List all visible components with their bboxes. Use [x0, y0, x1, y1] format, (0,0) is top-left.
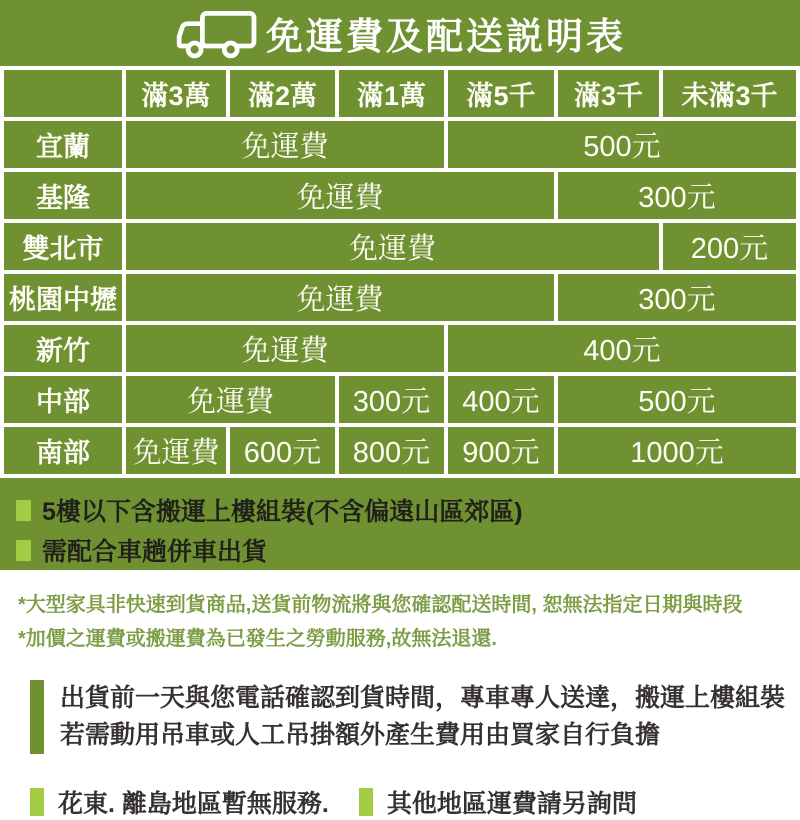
- delivery-note-line2: 若需動用吊車或人工吊掛額外產生費用由買家自行負擔: [60, 721, 661, 749]
- column-header-0: 滿3萬: [126, 70, 226, 117]
- table-row: [4, 376, 796, 423]
- fee-cell: 500元: [448, 121, 796, 168]
- bottom-note-item: [359, 784, 637, 820]
- column-header-4: 滿3千: [558, 70, 659, 117]
- bottom-note-item: [30, 784, 329, 820]
- green-notes-list: [0, 478, 800, 570]
- fee-cell: 800元: [339, 427, 444, 474]
- fee-cell: 免運費: [126, 172, 554, 219]
- table-row: [4, 121, 796, 168]
- shipping-fee-table: [0, 66, 800, 478]
- page-title: 免運費及配送説明表: [266, 16, 626, 57]
- fee-cell: 免運費: [126, 427, 226, 474]
- column-header-5: 未滿3千: [663, 70, 796, 117]
- table-row: [4, 427, 796, 474]
- footnote-line: *加價之運費或搬運費為已發生之勞動服務,故無法退還.: [18, 628, 497, 650]
- delivery-note: [30, 680, 800, 754]
- fee-cell: 300元: [558, 172, 796, 219]
- green-bar-marker: [30, 680, 44, 754]
- fee-cell: 400元: [448, 325, 796, 372]
- fee-cell: 200元: [663, 223, 796, 270]
- column-header-2: 滿1萬: [339, 70, 444, 117]
- lower-notes-area: [0, 570, 800, 820]
- footnote-line: *大型家具非快速到貨商品,送貨前物流將與您確認配送時間, 恕無法指定日期與時段: [18, 594, 743, 616]
- region-label: 宜蘭: [4, 121, 122, 168]
- column-header-1: 滿2萬: [230, 70, 335, 117]
- delivery-note-line1: 出貨前一天與您電話確認到貨時間，專車專人送達，搬運上樓組裝: [60, 684, 786, 712]
- fee-cell: 900元: [448, 427, 554, 474]
- table-row: [4, 274, 796, 321]
- bottom-note-text: 其他地區運費請另詢問: [386, 790, 637, 818]
- light-green-bar-icon: [30, 788, 44, 816]
- green-note-text: 5樓以下含搬運上樓組裝(不含偏遠山區郊區): [42, 498, 523, 526]
- square-bullet-icon: [16, 540, 31, 561]
- fee-cell: 300元: [558, 274, 796, 321]
- column-header-3: 滿5千: [448, 70, 554, 117]
- panel-header: [0, 0, 800, 66]
- fee-cell: 400元: [448, 376, 554, 423]
- fee-cell: 300元: [339, 376, 444, 423]
- table-header-row: [4, 70, 796, 117]
- fee-cell: 免運費: [126, 274, 554, 321]
- fee-table-body: [4, 70, 796, 474]
- fee-cell: 免運費: [126, 223, 659, 270]
- fee-cell: 600元: [230, 427, 335, 474]
- delivery-note-text: [60, 680, 785, 754]
- fee-cell: 免運費: [126, 376, 335, 423]
- green-note-text: 需配合車趟併車出貨: [42, 538, 268, 566]
- green-note-line: [16, 530, 800, 570]
- green-note-line: [16, 490, 800, 530]
- table-row: [4, 325, 796, 372]
- fee-cell: 免運費: [126, 121, 444, 168]
- footnotes-list: [0, 588, 800, 656]
- bottom-note-text: 花東. 離島地區暫無服務.: [58, 790, 329, 818]
- fee-cell: 免運費: [126, 325, 444, 372]
- corner-cell: [4, 70, 122, 117]
- square-bullet-icon: [16, 500, 31, 521]
- region-label: 南部: [4, 427, 122, 474]
- fee-cell: 500元: [558, 376, 796, 423]
- region-label: 新竹: [4, 325, 122, 372]
- truck-icon: [174, 9, 260, 59]
- region-label: 中部: [4, 376, 122, 423]
- fee-cell: 1000元: [558, 427, 796, 474]
- light-green-bar-icon: [359, 788, 373, 816]
- table-row: [4, 172, 796, 219]
- region-label: 基隆: [4, 172, 122, 219]
- region-label: 桃園中壢: [4, 274, 122, 321]
- bottom-notes-row: [30, 784, 800, 820]
- region-label: 雙北市: [4, 223, 122, 270]
- table-row: [4, 223, 796, 270]
